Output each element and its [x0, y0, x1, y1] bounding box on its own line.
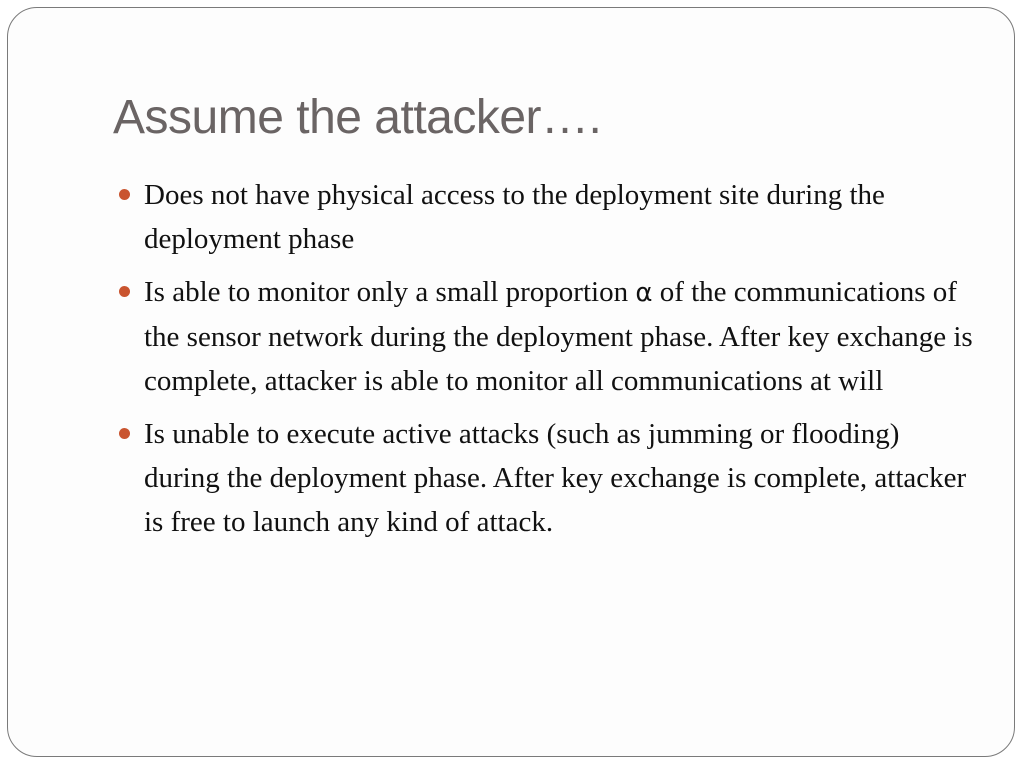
bullet-dot-icon — [119, 286, 130, 297]
bullet-item-active-attacks — [116, 412, 976, 544]
bullet-text: Is unable to execute active attacks (such as jumming or flooding) during the deployment phase. After key exchange is complete, attacker is free to launch any kind of attack. — [144, 418, 967, 538]
bullet-text-before-symbol: Is able to monitor only a small proportion — [144, 276, 636, 308]
alpha-symbol: α — [635, 278, 653, 308]
bullet-text: Does not have physical access to the deployment site during the deployment phase — [144, 179, 885, 255]
slide-title: Assume the attacker…. — [113, 91, 602, 144]
bullet-item-physical-access — [116, 173, 976, 261]
bullet-text-after-symbol: of the communications of the sensor network during the deployment phase. After key exchange is complete, attacker is able to monitor all communications at will — [144, 276, 973, 397]
bullet-dot-icon — [119, 189, 130, 200]
bullet-list — [116, 173, 976, 553]
slide-frame — [7, 7, 1015, 757]
bullet-dot-icon — [119, 428, 130, 439]
bullet-item-monitoring — [116, 270, 976, 403]
